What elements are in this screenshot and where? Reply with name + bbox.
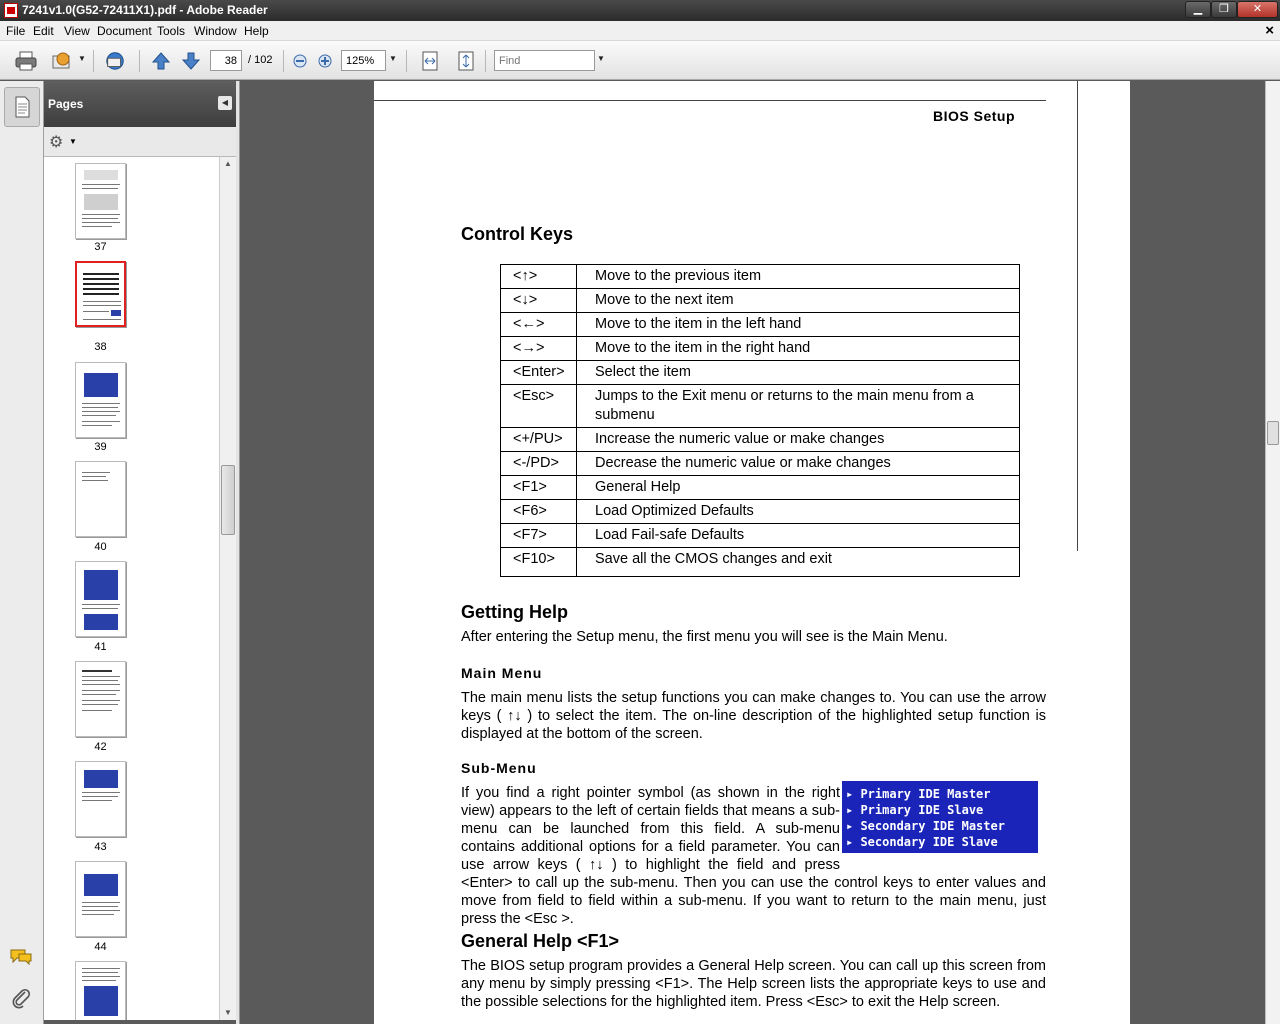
table-row	[501, 428, 1020, 452]
toolbar-separator	[139, 50, 140, 72]
sub-menu-paragraph: If you find a right pointer symbol (as shown in the right view) appears to the left of certain fields that means a sub-menu can be launched from this field. A sub-menu contains additional options for a field parameter. You can use arrow keys ( ↑↓ ) to highlight the field and press <Enter> to call up the sub-menu. Then you can use the control keys to enter values and move from field to field within a sub-menu. If you want to return to the main menu, just press the <Esc >.	[461, 785, 1046, 927]
document-view	[241, 81, 1265, 1024]
key-cell: <↑>	[501, 265, 577, 289]
minimize-button[interactable]: ▁	[1185, 1, 1211, 18]
menu-tools[interactable]: Tools	[157, 24, 186, 38]
page-number-label: 38	[94, 341, 107, 353]
page-thumbnail-37[interactable]	[75, 163, 126, 239]
bios-submenu-item: ▸ Primary IDE Slave	[846, 803, 984, 817]
toolbar-separator	[283, 50, 284, 72]
bios-submenu-item: ▸ Secondary IDE Slave	[846, 835, 998, 849]
menu-file[interactable]: File	[6, 24, 26, 38]
general-help-heading: General Help <F1>	[461, 931, 620, 951]
pages-icon[interactable]	[4, 87, 40, 127]
key-cell: <F1>	[501, 476, 577, 500]
pdf-page	[374, 81, 1130, 1024]
collapse-panel-icon[interactable]: ◀	[218, 96, 232, 110]
menu-help[interactable]: Help	[244, 24, 269, 38]
pages-options-bar	[44, 127, 236, 157]
title-bar	[0, 0, 1280, 21]
description-cell: Move to the previous item	[577, 265, 1020, 289]
key-cell: <Enter>	[501, 361, 577, 385]
adobe-reader-icon	[4, 3, 18, 18]
key-cell: <-/PD>	[501, 452, 577, 476]
menu-window[interactable]: Window	[194, 24, 237, 38]
key-cell: <↓>	[501, 289, 577, 313]
table-row	[501, 476, 1020, 500]
close-document-button[interactable]: ×	[1265, 22, 1274, 39]
description-cell: Load Fail-safe Defaults	[577, 524, 1020, 548]
description-cell: Increase the numeric value or make changes	[577, 428, 1020, 452]
page-number-input[interactable]	[210, 50, 242, 71]
key-cell: <F7>	[501, 524, 577, 548]
key-cell: <F10>	[501, 548, 577, 577]
zoom-in-icon[interactable]	[314, 50, 336, 72]
bios-submenu-example	[842, 781, 1038, 853]
collaborate-icon[interactable]	[104, 50, 126, 72]
header-rule	[374, 100, 1046, 101]
description-cell: Decrease the numeric value or make changes	[577, 452, 1020, 476]
page-number-label: 39	[94, 441, 107, 453]
thumbnails-scrollbar[interactable]	[219, 157, 236, 1020]
zoom-out-icon[interactable]	[289, 50, 311, 72]
navigation-pane-strip	[0, 81, 44, 1024]
email-dropdown-icon[interactable]: ▼	[78, 54, 86, 63]
maximize-button[interactable]: ❐	[1211, 1, 1237, 18]
description-cell: Select the item	[577, 361, 1020, 385]
scroll-down-icon[interactable]: ▼	[224, 1008, 232, 1017]
key-cell: <F6>	[501, 500, 577, 524]
previous-page-icon[interactable]	[150, 50, 172, 72]
fit-page-icon[interactable]	[455, 50, 477, 72]
menu-bar	[0, 21, 1280, 41]
chevron-down-icon[interactable]: ▼	[69, 137, 77, 146]
zoom-dropdown-icon[interactable]: ▼	[389, 54, 397, 63]
description-cell: Load Optimized Defaults	[577, 500, 1020, 524]
toolbar-separator	[406, 50, 407, 72]
attachments-icon[interactable]	[8, 987, 34, 1011]
table-row	[501, 548, 1020, 577]
find-input[interactable]	[494, 50, 595, 71]
menu-document[interactable]: Document	[97, 24, 152, 38]
table-row	[501, 265, 1020, 289]
description-cell: Move to the item in the left hand	[577, 313, 1020, 337]
toolbar	[0, 41, 1280, 80]
menu-view[interactable]: View	[64, 24, 90, 38]
description-cell: Jumps to the Exit menu or returns to the main menu from a submenu	[577, 385, 1020, 428]
description-cell: Move to the next item	[577, 289, 1020, 313]
toolbar-separator	[93, 50, 94, 72]
general-help-text: The BIOS setup program provides a General Help screen. You can call up this screen from any menu by simply pressing <F1>. The Help screen lists the appropriate keys to use and the possible selections for the highlighted item. Press <Esc> to exit the Help screen.	[461, 958, 1046, 1010]
comments-icon[interactable]	[8, 947, 34, 971]
page-thumbnails-list	[44, 157, 219, 1020]
find-dropdown-icon[interactable]: ▼	[597, 54, 605, 63]
next-page-icon[interactable]	[180, 50, 202, 72]
table-row	[501, 337, 1020, 361]
print-icon[interactable]	[15, 50, 37, 72]
scrollbar-thumb[interactable]	[221, 465, 235, 535]
main-menu-heading: Main Menu	[461, 665, 543, 681]
key-cell: <Esc>	[501, 385, 577, 428]
fit-width-icon[interactable]	[419, 50, 441, 72]
bios-submenu-item: ▸ Primary IDE Master	[846, 787, 991, 801]
table-row	[501, 500, 1020, 524]
table-row	[501, 385, 1020, 428]
panel-splitter[interactable]	[236, 81, 240, 1024]
zoom-level-input[interactable]	[341, 50, 386, 71]
scrollbar-thumb[interactable]	[1267, 421, 1279, 445]
control-keys-table	[500, 264, 1020, 577]
key-cell: <+/PU>	[501, 428, 577, 452]
gear-icon[interactable]: ⚙	[49, 134, 64, 151]
table-row	[501, 361, 1020, 385]
table-row	[501, 524, 1020, 548]
table-row	[501, 313, 1020, 337]
document-scrollbar[interactable]	[1265, 81, 1280, 1024]
bios-submenu-item: ▸ Secondary IDE Master	[846, 819, 1005, 833]
close-window-button[interactable]: ✕	[1237, 1, 1278, 18]
page-number-label: 42	[94, 741, 107, 753]
description-cell: General Help	[577, 476, 1020, 500]
page-thumbnail-38[interactable]	[75, 261, 126, 327]
page-number-label: 41	[94, 641, 107, 653]
page-thumbnail-39[interactable]	[75, 362, 126, 438]
pages-panel-title: Pages	[48, 97, 84, 111]
email-icon[interactable]	[51, 50, 73, 72]
window-title: 7241v1.0(G52-72411X1).pdf - Adobe Reader	[22, 3, 268, 17]
page-thumbnail-41[interactable]	[75, 561, 126, 637]
pages-panel-header	[44, 81, 236, 127]
getting-help-heading: Getting Help	[461, 602, 568, 622]
toolbar-separator	[485, 50, 486, 72]
getting-help-text: After entering the Setup menu, the first menu you will see is the Main Menu.	[461, 629, 948, 645]
page-number-label: 43	[94, 841, 107, 853]
page-number-label: 37	[94, 241, 107, 253]
page-thumbnail-44[interactable]	[75, 861, 126, 937]
table-row	[501, 289, 1020, 313]
main-menu-text: The main menu lists the setup functions you can make changes to. You can use the arrow keys ( ↑↓ ) to select the item. The on-line description of the highlighted setup function is displayed at the bottom of the screen.	[461, 690, 1046, 742]
menu-edit[interactable]: Edit	[33, 24, 54, 38]
table-row	[501, 452, 1020, 476]
side-rule	[1077, 81, 1078, 551]
key-cell: <→>	[501, 337, 577, 361]
page-number-label: 44	[94, 941, 107, 953]
page-thumbnail-43[interactable]	[75, 761, 126, 837]
control-keys-heading: Control Keys	[461, 224, 574, 244]
description-cell: Save all the CMOS changes and exit	[577, 548, 1020, 577]
key-cell: <←>	[501, 313, 577, 337]
description-cell: Move to the item in the right hand	[577, 337, 1020, 361]
page-thumbnail-45[interactable]	[75, 961, 126, 1020]
page-thumbnail-40[interactable]	[75, 461, 126, 537]
page-thumbnail-42[interactable]	[75, 661, 126, 737]
page-header-title: BIOS Setup	[933, 108, 1016, 124]
sub-menu-heading: Sub-Menu	[461, 760, 537, 776]
page-number-label: 40	[94, 541, 107, 553]
total-pages-label: / 102	[248, 54, 273, 66]
scroll-up-icon[interactable]: ▲	[224, 159, 232, 168]
